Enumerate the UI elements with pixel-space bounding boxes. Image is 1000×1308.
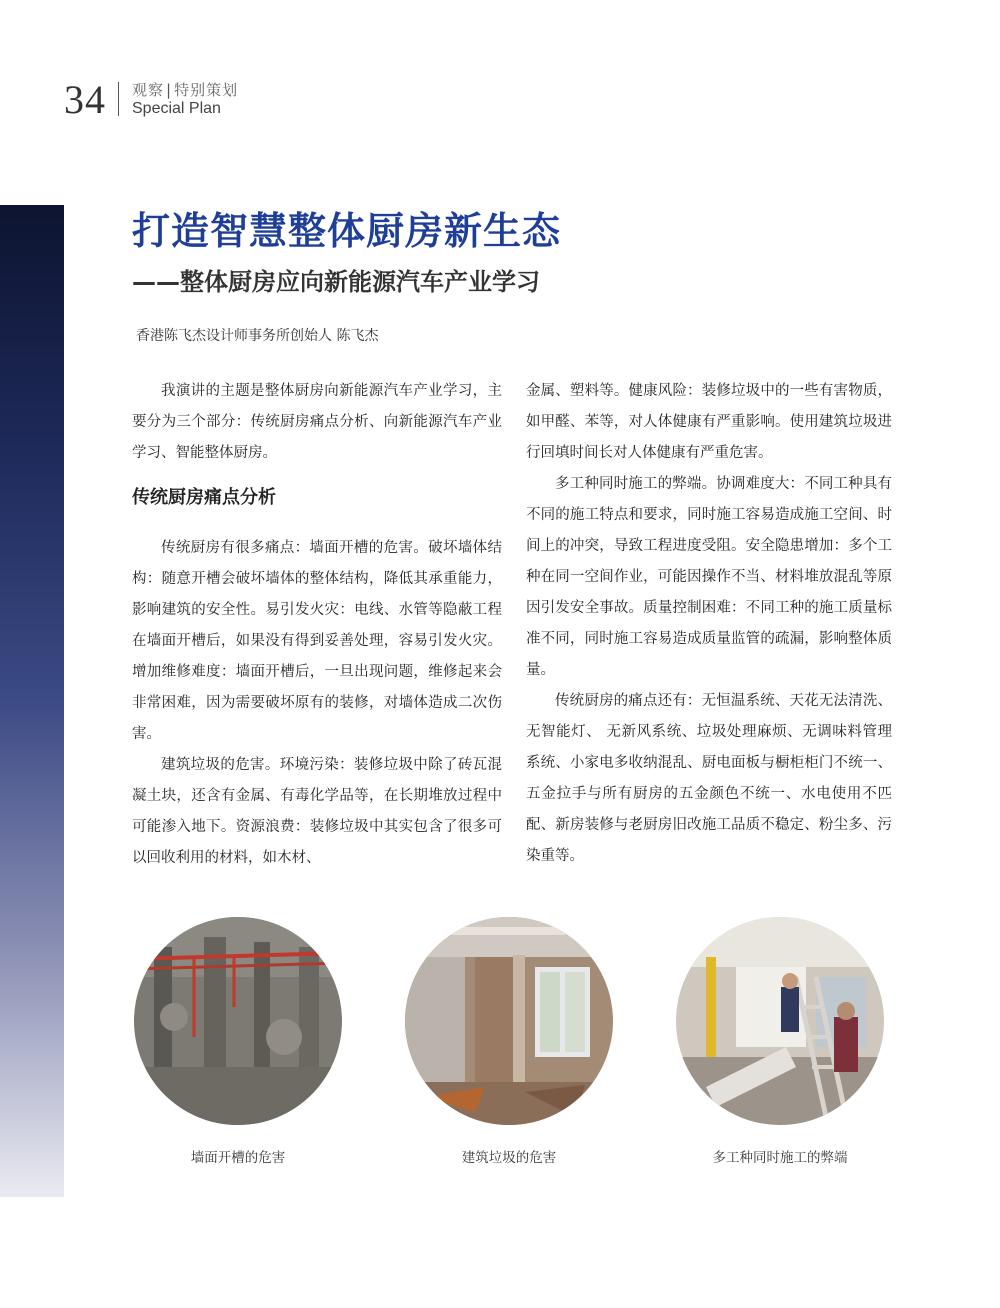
header-divider [118, 82, 119, 116]
photo-caption: 多工种同时施工的弊端 [712, 1150, 848, 1166]
paragraph-construction-waste: 建筑垃圾的危害。环境污染：装修垃圾中除了砖瓦混凝土块，还含有金属、有毒化学品等，在长期堆放过程中可能渗入地下。资源浪费：装修垃圾中其实包含了很多可以回收利用的材料，如木材、 [132, 757, 502, 866]
article-title: 打造智慧整体厨房新生态 [132, 209, 562, 253]
section-separator: | [166, 81, 173, 99]
photo-multi-trade [676, 917, 884, 1125]
article-author: 香港陈飞杰设计师事务所创始人 陈飞杰 [136, 328, 379, 344]
photo-caption: 建筑垃圾的危害 [461, 1150, 557, 1166]
sidebar-gradient-bar [0, 205, 64, 1197]
paragraph-wall-slotting: 传统厨房有很多痛点：墙面开槽的危害。破坏墙体结构：随意开槽会破坏墙体的整体结构，降低其承重能力，影响建筑的安全性。易引发火灾：电线、水管等隐蔽工程在墙面开槽后，如果没有得到妥善处理，容易引发火灾。增加维修难度：墙面开槽后，一旦出现问题，维修起来会非常困难，因为需要破坏原有的装修，对墙体造成二次伤害。 [132, 540, 502, 742]
intro-paragraph: 我演讲的主题是整体厨房向新能源汽车产业学习，主要分为三个部分：传统厨房痛点分析、向新能源汽车产业学习、智能整体厨房。 [132, 383, 502, 461]
paragraph-multi-trade: 多工种同时施工的弊端。协调难度大：不同工种具有不同的施工特点和要求，同时施工容易造成施工空间、时间上的冲突，导致工程进度受阻。安全隐患增加：多个工种在同一空间作业，可能因操作不当、材料堆放混乱等原因引发安全事故。质量控制困难：不同工种的施工质量标准不同，同时施工容易造成质量监管的疏漏，影响整体质量。 [526, 476, 892, 678]
paragraph-other-pain-points: 传统厨房的痛点还有：无恒温系统、天花无法清洗、无智能灯、 无新风系统、垃圾处理麻烦、无调味料管理系统、小家电多收纳混乱、厨电面板与橱柜柜门不统一、五金拉手与所有厨房的五金颜色不统一、水电使用不匹配、新房装修与老厨房旧改施工品质不稳定、粉尘多、污染重等。 [526, 693, 892, 864]
photo-construction-waste [405, 917, 613, 1125]
article-subtitle: ——整体厨房应向新能源汽车产业学习 [132, 268, 540, 296]
section-heading: 传统厨房痛点分析 [132, 487, 276, 508]
text-column-right [526, 376, 892, 872]
photo-wall-slotting [134, 917, 342, 1125]
section-label [132, 79, 238, 100]
text-column-left [132, 376, 502, 874]
section-label-en: Special Plan [132, 100, 221, 117]
photo-caption: 墙面开槽的危害 [190, 1150, 286, 1166]
multi-trade-image [676, 917, 884, 1125]
construction-waste-image [405, 917, 613, 1125]
section-part1: 观察 [132, 81, 165, 99]
section-part2: 特别策划 [174, 81, 239, 99]
paragraph-construction-waste-cont: 金属、塑料等。健康风险：装修垃圾中的一些有害物质，如甲醛、苯等，对人体健康有严重影响。使用建筑垃圾进行回填时间长对人体健康有严重危害。 [526, 383, 892, 461]
page-number: 34 [64, 77, 106, 122]
wall-slotting-image [134, 917, 342, 1125]
